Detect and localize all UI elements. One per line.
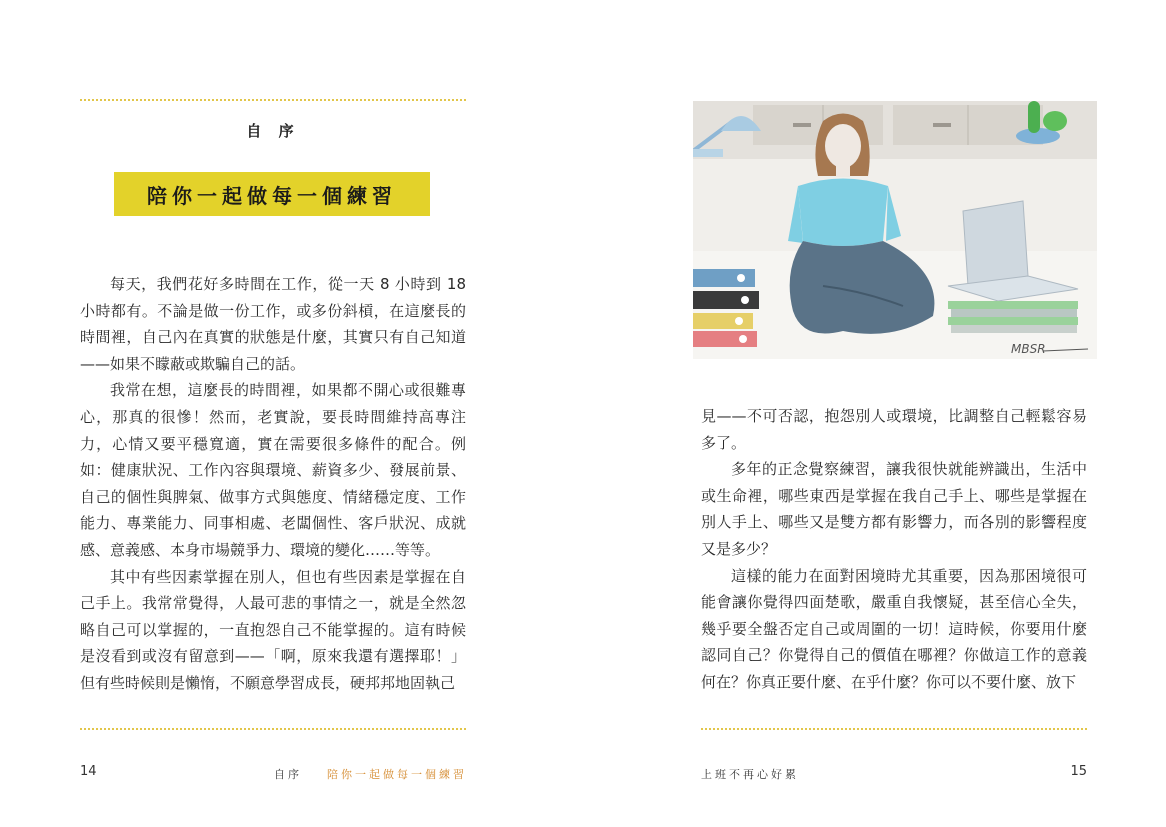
right-page xyxy=(583,0,1166,827)
illustration xyxy=(693,101,1097,359)
running-head-title: 陪你一起做每一個練習 xyxy=(327,768,467,781)
paragraph: 其中有些因素掌握在別人，但也有些因素是掌握在自己手上。我常常覺得，人最可悲的事情之一，就是全然忽略自己可以掌握的，一直抱怨自己不能掌握的。這有時候是沒看到或沒有留意到——「啊，原來我還有選擇耶！」但有些時候則是懶惰，不願意學習成長，硬邦邦地固執己 xyxy=(80,567,466,692)
page-number: 14 xyxy=(80,764,97,779)
top-dotted-rule xyxy=(80,99,466,101)
paragraph: 見——不可否認，抱怨別人或環境，比調整自己輕鬆容易多了。 xyxy=(701,407,1087,452)
right-body-text xyxy=(701,403,1087,696)
page-number: 15 xyxy=(1070,764,1087,779)
illustration-signature: MBSR xyxy=(1011,342,1046,356)
running-head xyxy=(274,766,467,782)
chapter-title: 陪你一起做每一個練習 xyxy=(147,183,397,208)
left-body-text xyxy=(80,271,466,697)
running-head: 上班不再心好累 xyxy=(701,768,799,781)
paragraph: 多年的正念覺察練習，讓我很快就能辨識出，生活中或生命裡，哪些東西是掌握在我自己手上、哪些是掌握在別人手上、哪些又是雙方都有影響力，而各別的影響程度又是多少？ xyxy=(701,460,1087,558)
bottom-dotted-rule xyxy=(701,728,1087,730)
paragraph: 這樣的能力在面對困境時尤其重要，因為那困境很可能會讓你覺得四面楚歌，嚴重自我懷疑，甚至信心全失，幾乎要全盤否定自己或周圍的一切！這時候，你要用什麼認同自己？你覺得自己的價值在哪裡？你做這工作的意義何在？你真正要什麼、在乎什麼？你可以不要什麼、放下 xyxy=(701,566,1087,691)
paragraph: 每天，我們花好多時間在工作，從一天 8 小時到 18 小時都有。不論是做一份工作，或多份斜槓，在這麼長的時間裡，自己內在真實的狀態是什麼，其實只有自己知道——如果不矇蔽或欺騙自己的話。 xyxy=(80,275,466,373)
section-title: 自 序 xyxy=(246,122,300,140)
bottom-dotted-rule xyxy=(80,728,466,730)
chapter-title-banner xyxy=(114,172,430,216)
running-head-section: 自序 xyxy=(274,768,302,781)
paragraph: 我常在想，這麼長的時間裡，如果都不開心或很難專心，那真的很慘！然而，老實說，要長時間維持高專注力，心情又要平穩寬適，實在需要很多條件的配合。例如：健康狀況、工作內容與環境、薪資多少、發展前景、自己的個性與脾氣、做事方式與態度、情緒穩定度、工作能力、專業能力、同事相處、老闆個性、客戶狀況、成就感、意義感、本身市場競爭力、環境的變化……等等。 xyxy=(80,381,466,559)
